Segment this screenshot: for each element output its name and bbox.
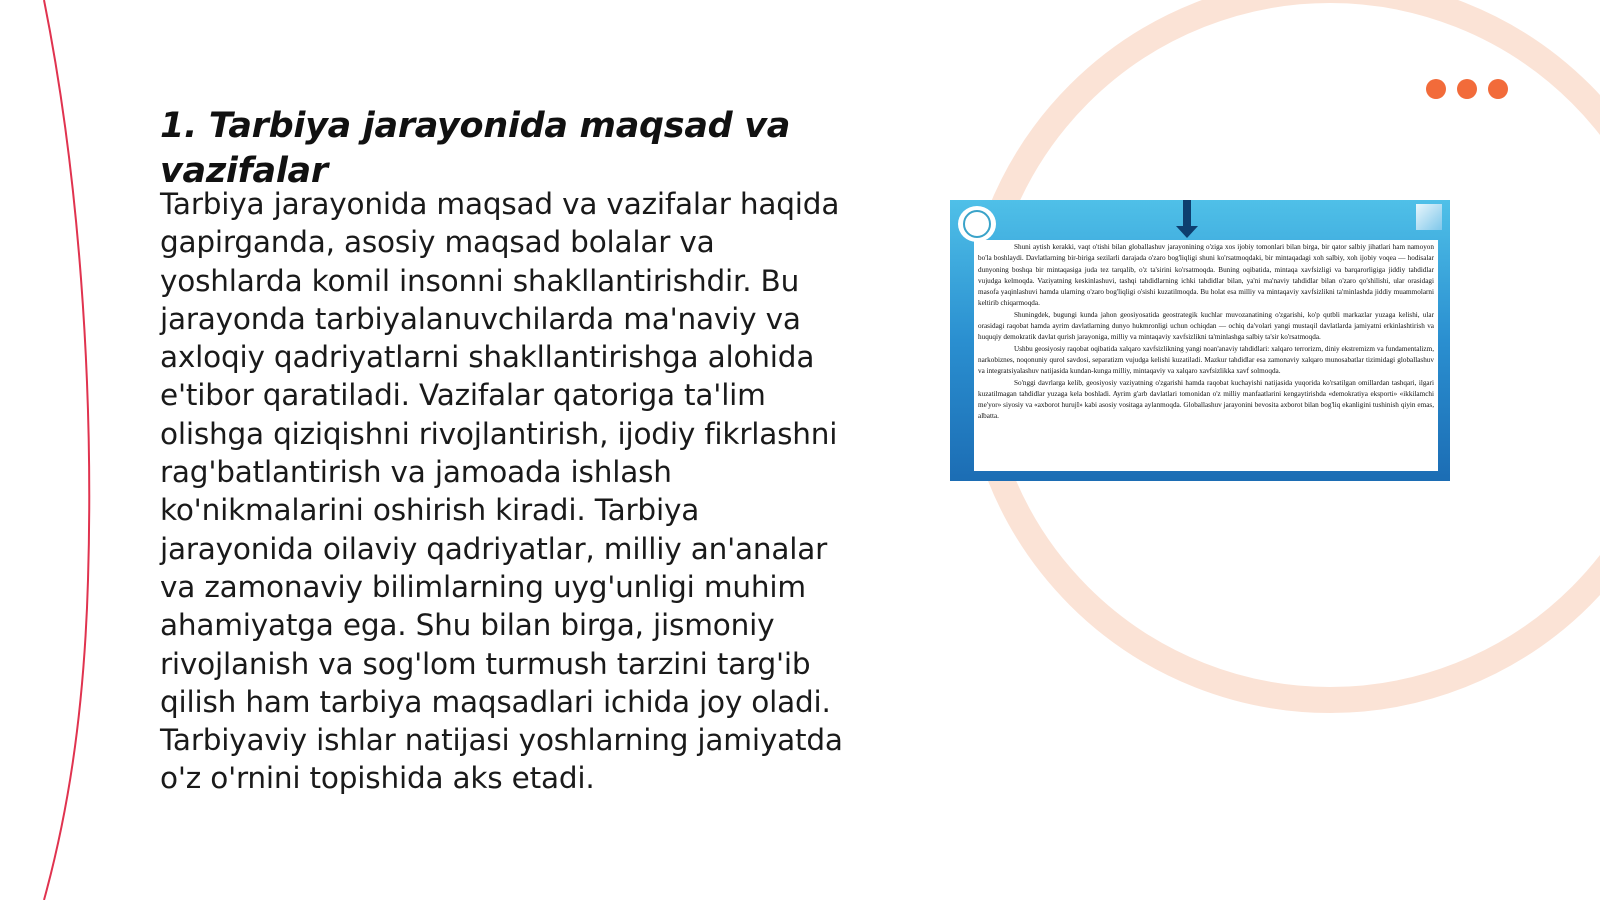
emblem-icon [958,206,996,242]
document-paper [974,240,1438,471]
dot-icon [1488,79,1508,99]
document-scan-image [950,200,1450,481]
decorative-left-line [44,0,89,900]
slide-title: 1. Tarbiya jarayonida maqsad va vazifalar [160,106,791,191]
decorative-dots [1426,79,1508,99]
document-paragraph: So'nggi davrlarga kelib, geosiyosiy vaziyatning o'zgarishi hamda raqobat kuchayishi natijasida yuqorida ko'rsatilgan omillardan tashqari, ilgari kuzatilmagan tahdidlar yuzaga kela boshladi. Ayrim g'arb davlatlari tomonidan o'z milliy manfaatlarini kengaytirishda «demokratiya eksporti» «ikkilamchi me'yor» siyosiy va «axborot hurujI» kabi asosiy vositaga aylanmoqda. Globallashuv jarayonini bevosita axborot bilan bog'liq ekanligini tushinish qiyin emas, albatta. [978,378,1434,421]
slide-body-text: Tarbiya jarayonida maqsad va vazifalar haqida gapirganda, asosiy maqsad bolalar va yoshlarda komil insonni shakllantirishdir. Bu jarayonda tarbiyalanuvchilarda ma'naviy va axloqiy qadriyatlarni shakllantirishga alohida e'tibor qaratiladi. Vazifalar qatoriga ta'lim olishga qiziqishni rivojlantirish, ijodiy fikrlashni rag'batlantirish va jamoada ishlash ko'nikmalarini oshirish kiradi. Tarbiya jarayonida oilaviy qadriyatlar, milliy an'analar va zamonaviy bilimlarning uyg'unligi muhim ahamiyatga ega. Shu bilan birga, jismoniy rivojlanish va sog'lom turmush tarzini targ'ib qilish ham tarbiya maqsadlari ichida joy oladi. Tarbiyaviy ishlar natijasi yoshlarning jamiyatda o'z o'rnini topishida aks etadi. [160,187,843,796]
dot-icon [1457,79,1477,99]
document-paragraph: Ushbu geosiyosiy raqobat oqibatida xalqaro xavfsizlikning yangi noan'anaviy tahdidlari: xalqaro terrorizm, diniy ekstremizm va fundamentalizm, narkobiznes, noqonuniy qurol savdosi, separatizm vujudga kelishi kuzatiladi. Mazkur tahdidlar esa zamonaviy xalqaro munosabatlar tizimidagi globallashuv va integratsiyalashuv natijasida kundan-kunga milliy, mintaqaviy va xalqaro xavfsizlikka xavf solmoqda. [978,344,1434,376]
dot-icon [1426,79,1446,99]
document-paragraph: Shuni aytish kerakki, vaqt o'tishi bilan globallashuv jarayonining o'ziga xos ijobiy tomonlari bilan birga, bir qator salbiy jihatlari ham namoyon bo'la boshlaydi. Davlatlarning bir-biriga sezilarli darajada o'zaro bog'liqligi shuni ko'rsatmoqdaki, bir mintaqadagi xoh salbiy, xoh ijobiy voqea — hodisalar dunyoning boshqa bir mintaqasiga juda tez tarqalib, o'z ta'sirini ko'rsatmoqda. Buning oqibatida, mintaqa xavfsizligi va barqarorligiga jiddiy tahdidlar vujudga kelmoqda. Vaziyatning keskinlashuvi, tashqi tahdidlarning ichki tahdidlar bilan, ya'ni ma'naviy tahdidlar bilan o'zaro qo'shilishi, ular orasidagi masofa yaqinlashuvi hamda ularning o'zaro bog'liqligi o'sishi kuzatilmoqda. Bu holat esa milliy va mintaqaviy xavfsizlikni ta'minlashda jiddiy muammolarni keltirib chiqarmoqda. [978,243,1434,308]
document-paragraph: Shuningdek, bugungi kunda jahon geosiyosatida geostrategik kuchlar muvozanatining o'zgarishi, ko'p qutbli markazlar yuzaga kelishi, ular orasidagi raqobat hamda ayrim davlatlarning dunyo hukmronligi uchun ochiqdan — ochiq da'volari yangi mustaqil davlatlarda jamiyatni erkinlashtirish va huquqiy demokratik davlat qurish jarayoniga, milliy va mintaqaviy xavfsizlikni ta'minlashga salbiy ta'sir ko'rsatmoqda. [978,310,1434,342]
arrow-head [1176,226,1198,238]
corner-ornament-icon [1416,204,1442,230]
